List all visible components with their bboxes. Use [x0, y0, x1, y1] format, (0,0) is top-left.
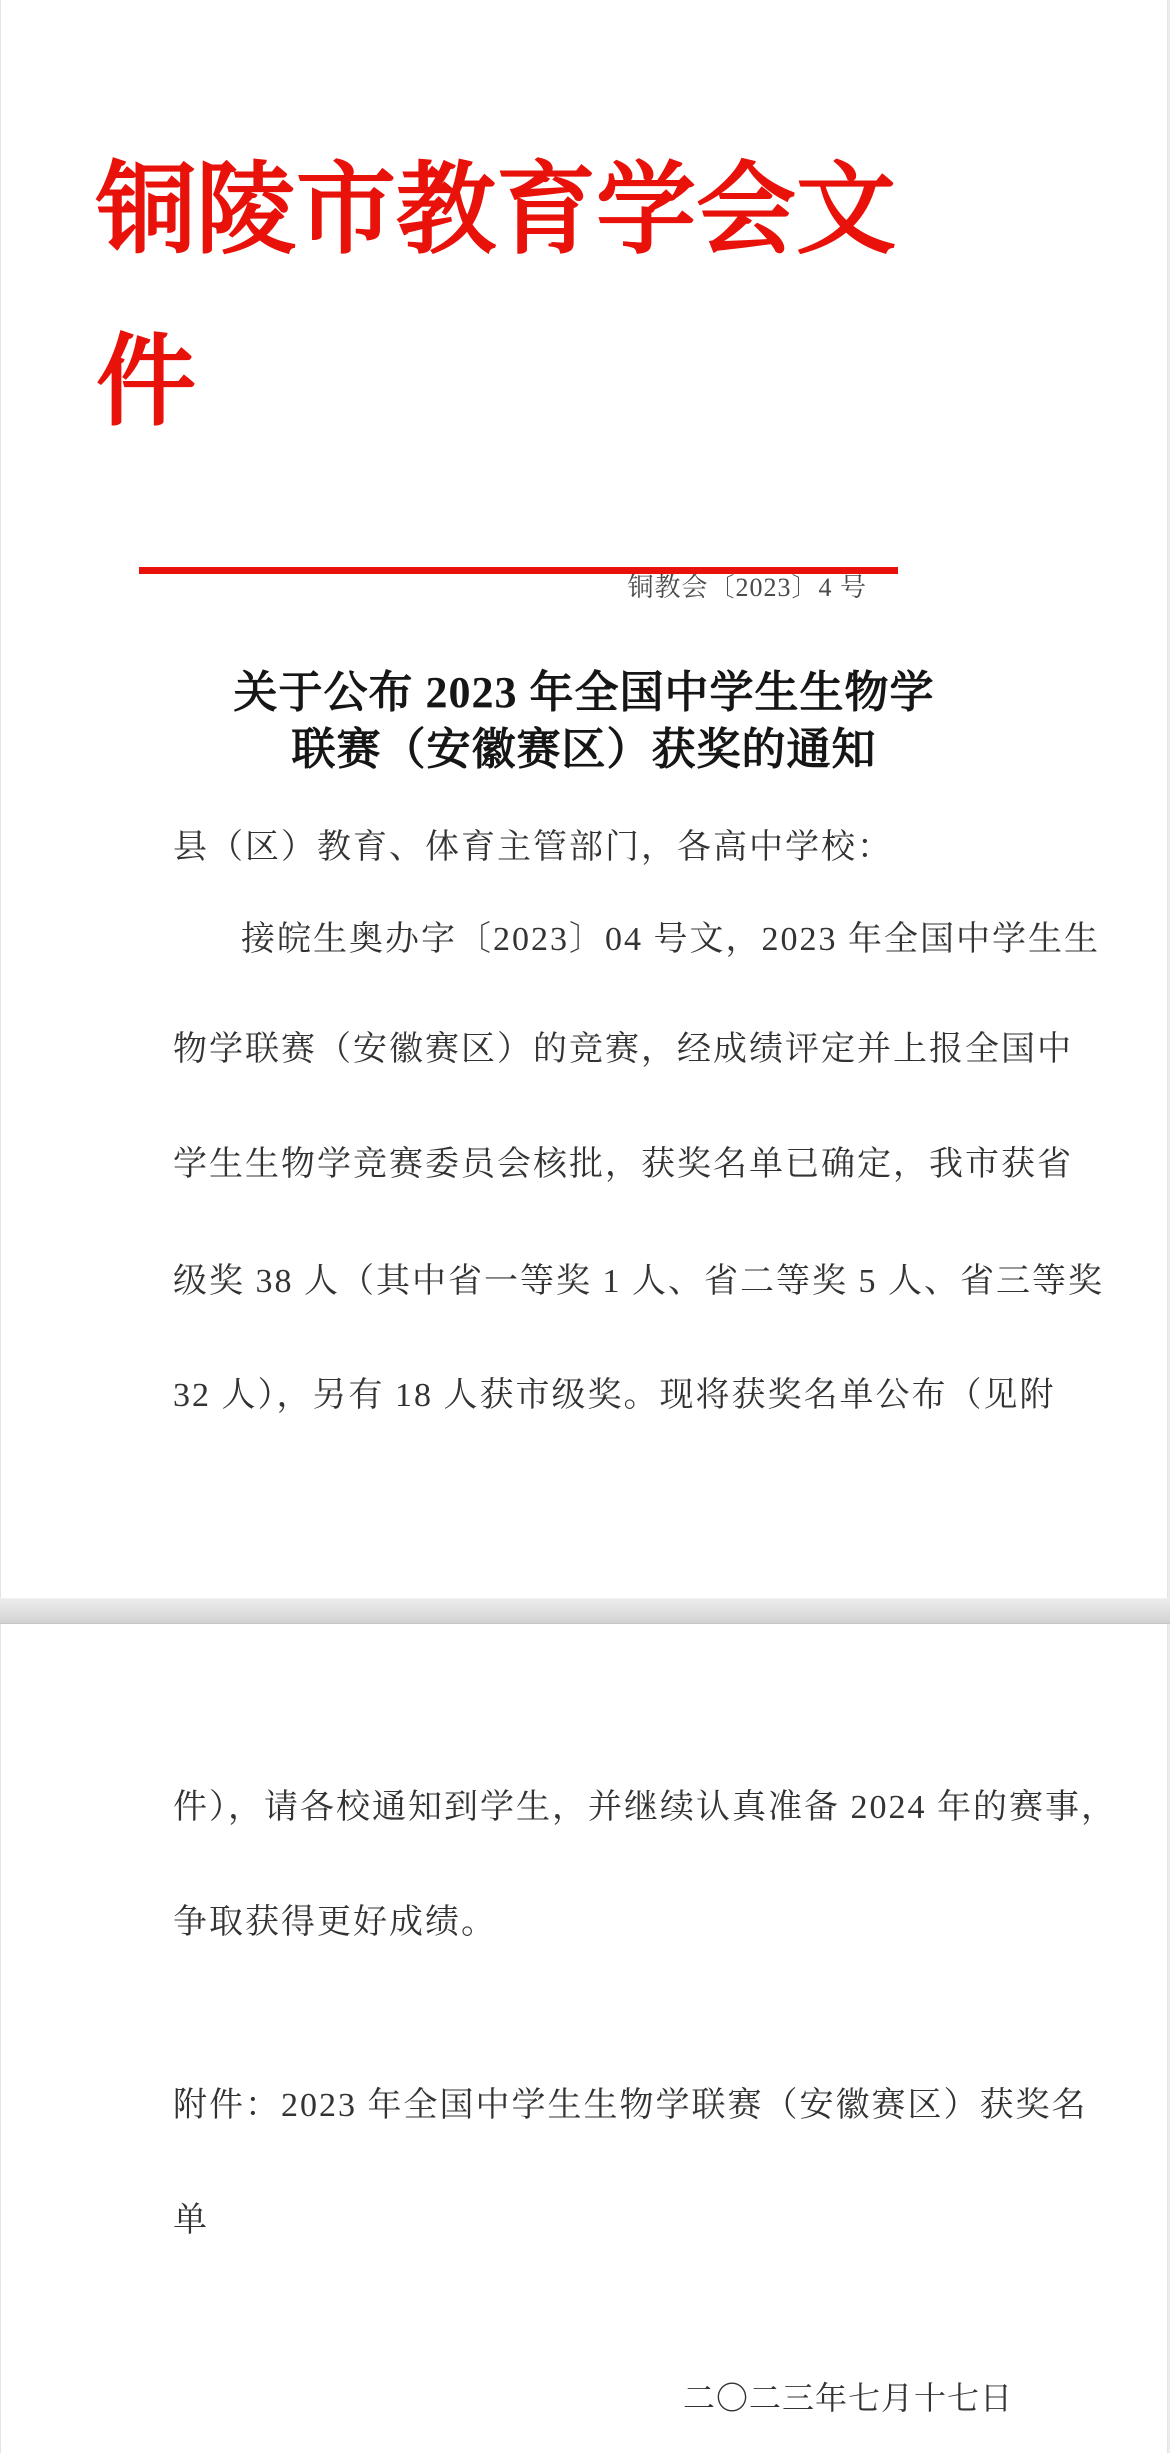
letterhead-title — [96, 125, 926, 469]
body-line: 争取获得更好成绩。 — [173, 1904, 497, 1941]
letterhead-line-2: 件 — [96, 327, 196, 438]
salutation-line: 县（区）教育、体育主管部门，各高中学校： — [173, 829, 893, 866]
letterhead-line-1: 铜陵市教育学会文 — [96, 155, 896, 266]
attachment-line: 附件：2023 年全国中学生生物学联赛（安徽赛区）获奖名 — [173, 2087, 1088, 2124]
body-line: 接皖生奥办字〔2023〕04 号文，2023 年全国中学生生 — [241, 921, 1100, 958]
body-line: 32 人），另有 18 人获市级奖。现将获奖名单公布（见附 — [173, 1377, 1056, 1414]
body-line: 物学联赛（安徽赛区）的竞赛，经成绩评定并上报全国中 — [173, 1031, 1073, 1068]
body-line: 学生生物学竞赛委员会核批，获奖名单已确定，我市获省 — [173, 1146, 1073, 1183]
notice-title — [1, 664, 1167, 778]
body-line: 件），请各校通知到学生，并继续认真准备 2024 年的赛事， — [173, 1789, 1117, 1826]
issue-date: 二〇二三年七月十七日 — [683, 2380, 1014, 2416]
notice-title-line-1: 关于公布 2023 年全国中学生生物学 — [233, 668, 935, 717]
notice-title-line-2: 联赛（安徽赛区）获奖的通知 — [291, 725, 877, 774]
page-gap — [0, 1598, 1170, 1624]
attachment-line: 单 — [173, 2202, 209, 2239]
doc-number: 铜教会〔2023〕4 号 — [627, 573, 867, 602]
body-line: 级奖 38 人（其中省一等奖 1 人、省二等奖 5 人、省三等奖 — [173, 1263, 1104, 1300]
page-2 — [0, 1624, 1168, 2453]
